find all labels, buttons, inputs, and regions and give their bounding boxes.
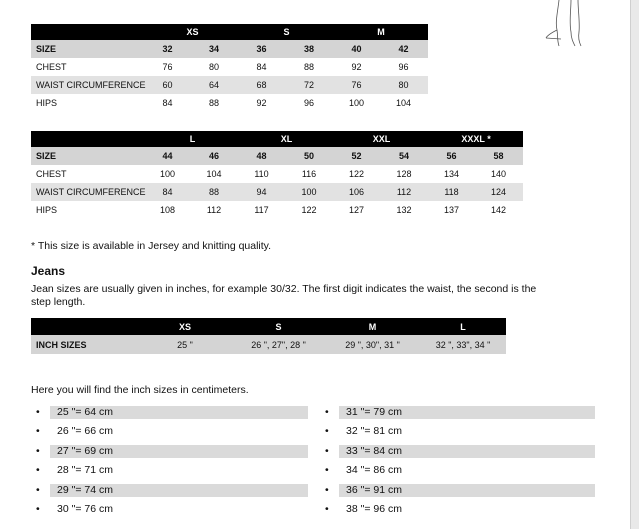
cell: 128 (379, 165, 429, 183)
table-row (31, 147, 523, 165)
cell: 26 ", 27", 28 " (232, 335, 325, 354)
list-item: • 34 "= 86 cm (325, 464, 402, 477)
jeans-header-m: M (325, 318, 420, 335)
cell: 118 (429, 183, 474, 201)
cell: 36 (239, 40, 284, 58)
table-row (31, 76, 428, 94)
row-label-chest: CHEST (31, 58, 146, 76)
row-label-size: SIZE (31, 40, 146, 58)
page-edge (630, 0, 639, 529)
cell: 124 (474, 183, 523, 201)
list-item: • 25 "= 64 cm (36, 403, 308, 422)
body-figure-illustration (545, 0, 595, 48)
cell: 32 (146, 40, 189, 58)
header-corner (31, 318, 138, 335)
list-item: • 26 "= 66 cm (36, 425, 113, 438)
row-label-chest: CHEST (31, 165, 146, 183)
cell: 84 (146, 94, 189, 112)
size-header-m: M (334, 24, 428, 40)
cell: 80 (189, 58, 239, 76)
conversion-intro: Here you will find the inch sizes in centimeters. (31, 384, 249, 396)
jeans-description-line2: step length. (31, 296, 86, 308)
jeans-description-line1: Jean sizes are usually given in inches, for example 30/32. The first digit indicates the waist, the second is the (31, 283, 537, 295)
cell: 92 (334, 58, 379, 76)
list-item: • 33 "= 84 cm (325, 442, 597, 461)
cell: 106 (334, 183, 379, 201)
cell: 100 (334, 94, 379, 112)
cell: 142 (474, 201, 523, 219)
header-corner (31, 24, 146, 40)
size-header-xs: XS (146, 24, 239, 40)
cell: 64 (189, 76, 239, 94)
cell: 108 (146, 201, 189, 219)
jeans-heading: Jeans (31, 264, 66, 278)
cell: 96 (379, 58, 428, 76)
cell: 76 (146, 58, 189, 76)
row-label-waist: WAIST CIRCUMFERENCE (31, 76, 146, 94)
cell: 29 ", 30", 31 " (325, 335, 420, 354)
row-label-inch-sizes: INCH SIZES (31, 335, 138, 354)
availability-note: * This size is available in Jersey and knitting quality. (31, 240, 272, 252)
cell: 96 (284, 94, 334, 112)
cell: 52 (334, 147, 379, 165)
cell: 34 (189, 40, 239, 58)
list-item: • 27 "= 69 cm (36, 442, 308, 461)
cell: 112 (379, 183, 429, 201)
size-table-1 (31, 24, 428, 112)
list-item: • 30 "= 76 cm (36, 502, 113, 515)
cell: 92 (239, 94, 284, 112)
cell: 100 (284, 183, 334, 201)
jeans-header-xs: XS (138, 318, 232, 335)
cell: 48 (239, 147, 284, 165)
cell: 110 (239, 165, 284, 183)
list-item: • 31 "= 79 cm (325, 403, 597, 422)
cell: 88 (189, 183, 239, 201)
cell: 40 (334, 40, 379, 58)
table-row (31, 335, 506, 354)
table-row (31, 40, 428, 58)
table-row (31, 165, 523, 183)
cell: 44 (146, 147, 189, 165)
cell: 112 (189, 201, 239, 219)
cell: 88 (189, 94, 239, 112)
cell: 140 (474, 165, 523, 183)
table-row (31, 94, 428, 112)
cell: 72 (284, 76, 334, 94)
cell: 58 (474, 147, 523, 165)
cell: 60 (146, 76, 189, 94)
cell: 117 (239, 201, 284, 219)
cell: 42 (379, 40, 428, 58)
jeans-inch-table (31, 318, 506, 354)
cell: 127 (334, 201, 379, 219)
size-table-2 (31, 131, 523, 219)
size-header-l: L (146, 131, 239, 147)
cell: 80 (379, 76, 428, 94)
size-header-xl: XL (239, 131, 334, 147)
cell: 32 ", 33", 34 " (420, 335, 506, 354)
cell: 46 (189, 147, 239, 165)
row-label-size: SIZE (31, 147, 146, 165)
list-item: • 29 "= 74 cm (36, 481, 308, 500)
table-row (31, 58, 428, 76)
cell: 88 (284, 58, 334, 76)
cell: 122 (284, 201, 334, 219)
size-header-s: S (239, 24, 334, 40)
conversion-list-right (325, 403, 597, 519)
cell: 132 (379, 201, 429, 219)
cell: 134 (429, 165, 474, 183)
cell: 38 (284, 40, 334, 58)
cell: 54 (379, 147, 429, 165)
conversion-list-left (36, 403, 308, 519)
row-label-hips: HIPS (31, 94, 146, 112)
cell: 25 " (138, 335, 232, 354)
cell: 56 (429, 147, 474, 165)
cell: 68 (239, 76, 284, 94)
cell: 50 (284, 147, 334, 165)
cell: 122 (334, 165, 379, 183)
jeans-header-l: L (420, 318, 506, 335)
cell: 116 (284, 165, 334, 183)
size-header-xxl: XXL (334, 131, 429, 147)
jeans-header-s: S (232, 318, 325, 335)
list-item: • 28 "= 71 cm (36, 464, 113, 477)
cell: 94 (239, 183, 284, 201)
size-header-xxxl: XXXL * (429, 131, 523, 147)
row-label-waist: WAIST CIRCUMFERENCE (31, 183, 146, 201)
cell: 104 (379, 94, 428, 112)
cell: 84 (146, 183, 189, 201)
cell: 76 (334, 76, 379, 94)
table-row (31, 201, 523, 219)
cell: 104 (189, 165, 239, 183)
list-item: • 38 "= 96 cm (325, 502, 402, 515)
header-corner (31, 131, 146, 147)
table-row (31, 183, 523, 201)
row-label-hips: HIPS (31, 201, 146, 219)
cell: 84 (239, 58, 284, 76)
list-item: • 32 "= 81 cm (325, 425, 402, 438)
cell: 100 (146, 165, 189, 183)
list-item: • 36 "= 91 cm (325, 481, 597, 500)
cell: 137 (429, 201, 474, 219)
